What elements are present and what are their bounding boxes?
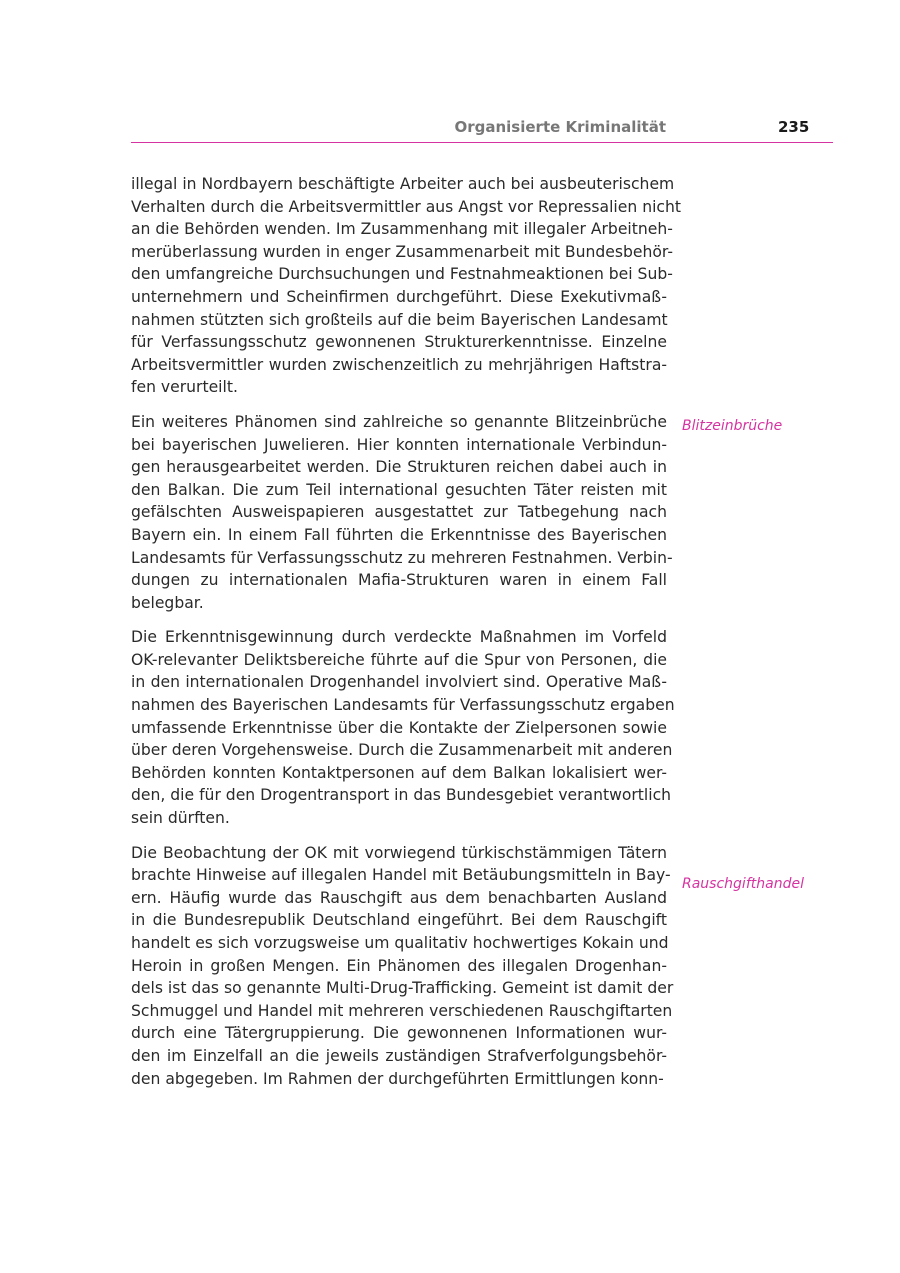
paragraph-1 bbox=[131, 173, 681, 399]
text-line: belegbar. bbox=[131, 593, 204, 612]
text-line: dungen zu internationalen Mafia-Strukturen waren in einem Fall bbox=[131, 571, 667, 590]
text-line: merüberlassung wurden in enger Zusammenarbeit mit Bundesbehör- bbox=[131, 242, 673, 261]
text-line: sein dürften. bbox=[131, 809, 230, 828]
text-line: bei bayerischen Juwelieren. Hier konnten internationale Verbindun- bbox=[131, 435, 667, 454]
section-title: Organisierte Kriminalität bbox=[454, 118, 666, 136]
text-line: gefälschten Ausweispapieren ausgestattet zur Tatbegehung nach bbox=[131, 503, 667, 522]
text-line: gen herausgearbeitet werden. Die Strukturen reichen dabei auch in bbox=[131, 458, 667, 477]
text-line: den umfangreiche Durchsuchungen und Festnahmeaktionen bei Sub- bbox=[131, 265, 673, 284]
text-line: ern. Häufig wurde das Rauschgift aus dem benachbarten Ausland bbox=[131, 888, 667, 907]
paragraph-2 bbox=[131, 411, 673, 614]
text-line: nahmen des Bayerischen Landesamts für Verfassungsschutz ergaben bbox=[131, 696, 675, 715]
running-header bbox=[131, 116, 833, 143]
text-line: Die Beobachtung der OK mit vorwiegend türkischstämmigen Tätern bbox=[131, 843, 667, 862]
page-number: 235 bbox=[778, 118, 810, 136]
text-line: den, die für den Drogentransport in das Bundesgebiet verantwortlich bbox=[131, 786, 672, 805]
text-line: OK-relevanter Deliktsbereiche führte auf die Spur von Personen, die bbox=[131, 650, 667, 669]
paragraph-4 bbox=[131, 842, 674, 1091]
text-line: umfassende Erkenntnisse über die Kontakte der Zielpersonen sowie bbox=[131, 718, 667, 737]
text-line: fen verurteilt. bbox=[131, 378, 238, 397]
text-line: Ein weiteres Phänomen sind zahlreiche so genannte Blitzeinbrüche bbox=[131, 412, 667, 431]
text-line: den Balkan. Die zum Teil international gesuchten Täter reisten mit bbox=[131, 480, 667, 499]
text-line: für Verfassungsschutz gewonnenen Strukturerkenntnisse. Einzelne bbox=[131, 333, 667, 352]
text-line: illegal in Nordbayern beschäftigte Arbeiter auch bei ausbeuterischem bbox=[131, 175, 675, 193]
text-line: Die Erkenntnisgewinnung durch verdeckte Maßnahmen im Vorfeld bbox=[131, 628, 667, 647]
paragraph-3 bbox=[131, 626, 675, 829]
text-line: in die Bundesrepublik Deutschland eingeführt. Bei dem Rauschgift bbox=[131, 911, 667, 930]
text-line: Heroin in großen Mengen. Ein Phänomen des illegalen Drogenhan- bbox=[131, 956, 667, 975]
margin-note-rauschgifthandel: Rauschgifthandel bbox=[682, 876, 804, 892]
text-line: dels ist das so genannte Multi-Drug-Trafficking. Gemeint ist damit der bbox=[131, 979, 674, 998]
text-line: durch eine Tätergruppierung. Die gewonnenen Informationen wur- bbox=[131, 1024, 667, 1043]
text-line: Landesamts für Verfassungsschutz zu mehreren Festnahmen. Verbin- bbox=[131, 548, 673, 567]
text-line: Behörden konnten Kontaktpersonen auf dem Balkan lokalisiert wer- bbox=[131, 763, 667, 782]
text-line: Schmuggel und Handel mit mehreren verschiedenen Rauschgiftarten bbox=[131, 1001, 673, 1020]
text-line: handelt es sich vorzugsweise um qualitativ hochwertiges Kokain und bbox=[131, 934, 669, 952]
margin-note-blitzeinbrueche: Blitzeinbrüche bbox=[682, 418, 783, 434]
text-line: Bayern ein. In einem Fall führten die Erkenntnisse des Bayerischen bbox=[131, 525, 667, 544]
text-line: brachte Hinweise auf illegalen Handel mit Betäubungsmitteln in Bay- bbox=[131, 866, 671, 885]
text-line: an die Behörden wenden. Im Zusammenhang mit illegaler Arbeitneh- bbox=[131, 220, 673, 239]
text-line: Arbeitsvermittler wurden zwischenzeitlich zu mehrjährigen Haftstra- bbox=[131, 355, 667, 374]
text-line: den im Einzelfall an die jeweils zuständigen Strafverfolgungsbehör- bbox=[131, 1046, 667, 1065]
text-line: über deren Vorgehensweise. Durch die Zusammenarbeit mit anderen bbox=[131, 741, 673, 760]
text-line: den abgegeben. Im Rahmen der durchgeführten Ermittlungen konn- bbox=[131, 1069, 664, 1088]
text-line: in den internationalen Drogenhandel involviert sind. Operative Maß- bbox=[131, 673, 667, 692]
text-line: Verhalten durch die Arbeitsvermittler aus Angst vor Repressalien nicht bbox=[131, 197, 681, 216]
body-text bbox=[131, 173, 681, 1090]
text-line: nahmen stützten sich großteils auf die beim Bayerischen Landesamt bbox=[131, 310, 668, 329]
text-line: unternehmern und Scheinfirmen durchgeführt. Diese Exekutivmaß- bbox=[131, 287, 667, 306]
